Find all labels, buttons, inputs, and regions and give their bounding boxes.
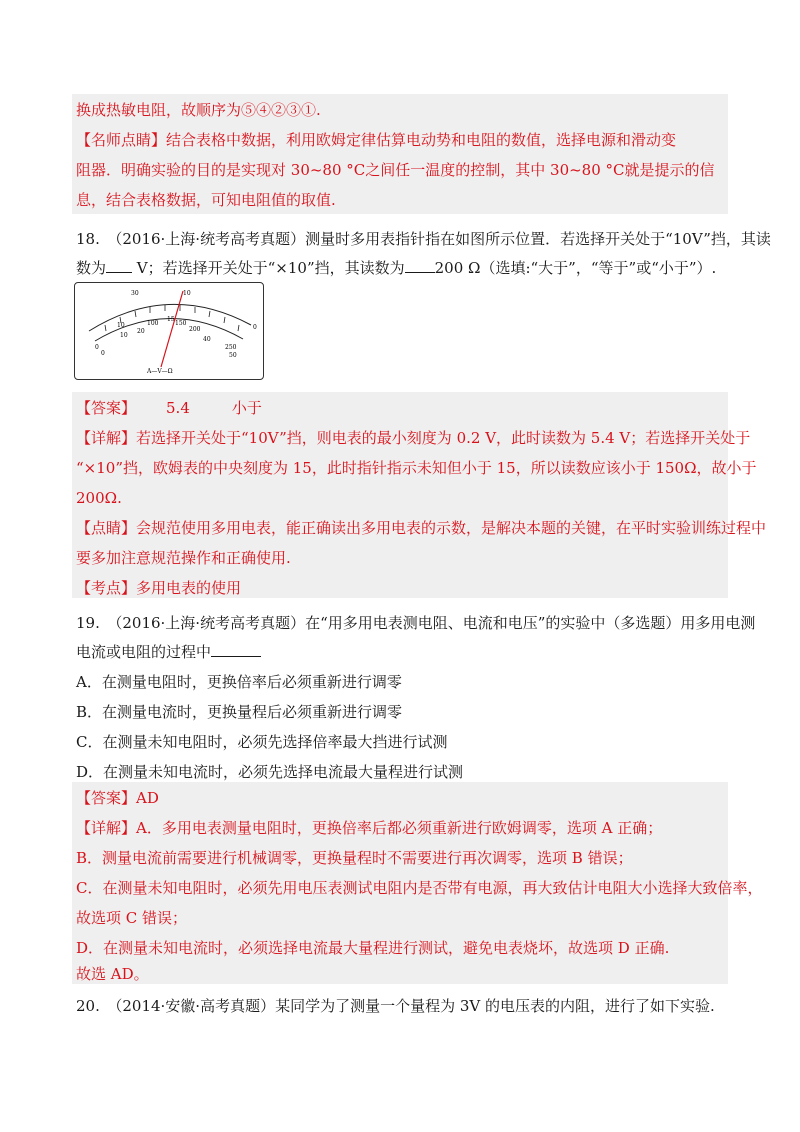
meter-dial [75, 283, 263, 379]
question-19-stem: 19. （2016·上海·统考高考真题）在“用多用电表测电阻、电流和电压”的实验中（多选题）用多用电测 [76, 614, 756, 632]
tip-line: 【名师点睛】结合表格中数据，利用欧姆定律估算电动势和电阻的数值，选择电源和滑动变 [76, 131, 677, 149]
stem-text: 电流或电阻的过程中 [76, 643, 212, 661]
tick-label: 50 [229, 352, 237, 359]
tip-line: 息，结合表格数据，可知电阻值的取值. [76, 191, 336, 209]
tick-label: 40 [203, 336, 211, 343]
question-18-stem-2 [76, 258, 716, 278]
option-b: B．在测量电流时，更换量程后必须重新进行调零 [76, 703, 403, 721]
tip-line: 阻器．明确实验的目的是实现对 30~80 °C之间任一温度的控制，其中 30~80 °C就是提示的信 [76, 161, 715, 179]
tick-label: 200 [189, 326, 201, 333]
detail-line: “×10”挡，欧姆表的中央刻度为 15，此时指针指示未知但小于 15，所以读数应该小于 150Ω，故小于 [76, 459, 757, 477]
answer-blank [405, 258, 435, 273]
detail-line: 【详解】A．多用电表测量电阻时，更换倍率后都必须重新进行欧姆调零，选项 A 正确； [76, 819, 663, 837]
tick-label: 0 [253, 324, 257, 331]
detail-line: 故选 AD。 [76, 965, 149, 983]
stem-text: 数为 [76, 259, 107, 277]
tick-label: 0 [101, 350, 105, 357]
detail-line: 故选项 C 错误； [76, 909, 188, 927]
knowledge-point: 【考点】多用电表的使用 [76, 579, 242, 597]
tick-label: 30 [131, 290, 139, 297]
detail-line: D．在测量未知电流时，必须选择电流最大量程进行测试，避免电表烧坏，故选项 D 正确. [76, 939, 670, 957]
question-19-stem-2 [76, 642, 261, 662]
answer-18 [76, 398, 262, 418]
detail-line: C．在测量未知电阻时，必须先用电压表测试电阻内是否带有电源，再大致估计电阻大小选择大致倍率， [76, 879, 763, 897]
multimeter-figure [74, 282, 264, 380]
tick-label: 10 [120, 332, 128, 339]
option-a: A．在测量电阻时，更换倍率后必须重新进行调零 [76, 673, 402, 691]
tick-label: 250 [225, 344, 237, 351]
answer-blank [106, 258, 132, 273]
answer-value: 5.4 [166, 399, 190, 417]
option-c: C．在测量未知电阻时，必须先选择倍率最大挡进行试测 [76, 733, 448, 751]
detail-line: 【详解】若选择开关处于“10V”挡，则电表的最小刻度为 0.2 V，此时读数为 5.4 V；若选择开关处于 [76, 429, 751, 447]
tick-label: 100 [147, 320, 159, 327]
question-20-stem: 20. （2014·安徽·高考真题）某同学为了测量一个量程为 3V 的电压表的内阻，进行了如下实验. [76, 997, 715, 1015]
tip-line: 要多加注意规范操作和正确使用. [76, 549, 291, 567]
detail-line: 200Ω. [76, 489, 122, 507]
tick-label: 15 [167, 316, 175, 323]
tick-label: 20 [137, 328, 145, 335]
answer-label: 【答案】 [76, 399, 137, 417]
stem-text: 200 Ω（选填:“大于”，“等于”或“小于”）. [434, 259, 717, 277]
tick-label: 10 [117, 322, 125, 329]
question-18-stem: 18. （2016·上海·统考高考真题）测量时多用表指针指在如图所示位置．若选择开关处于“10V”挡，其读 [76, 230, 771, 248]
answer-value: 小于 [231, 399, 262, 417]
tick-label: 150 [175, 320, 187, 327]
stem-text: V；若选择开关处于“×10”挡，其读数为 [136, 259, 405, 277]
answer-19: 【答案】AD [76, 789, 159, 807]
meter-needle [161, 291, 183, 367]
tick-label: 0 [95, 344, 99, 351]
detail-line: B．测量电流前需要进行机械调零，更换量程时不需要进行再次调零，选项 B 错误； [76, 849, 633, 867]
answer-blank [211, 642, 261, 657]
mode-label: A—V—Ω [147, 368, 173, 375]
option-d: D．在测量未知电流时，必须先选择电流最大量程进行试测 [76, 763, 464, 781]
tick-label: 10 [183, 290, 191, 297]
solution-line: 换成热敏电阻，故顺序为⑤④②③①. [76, 101, 321, 119]
tip-line: 【点睛】会规范使用多用电表，能正确读出多用电表的示数，是解决本题的关键，在平时实验训练过程中 [76, 519, 767, 537]
